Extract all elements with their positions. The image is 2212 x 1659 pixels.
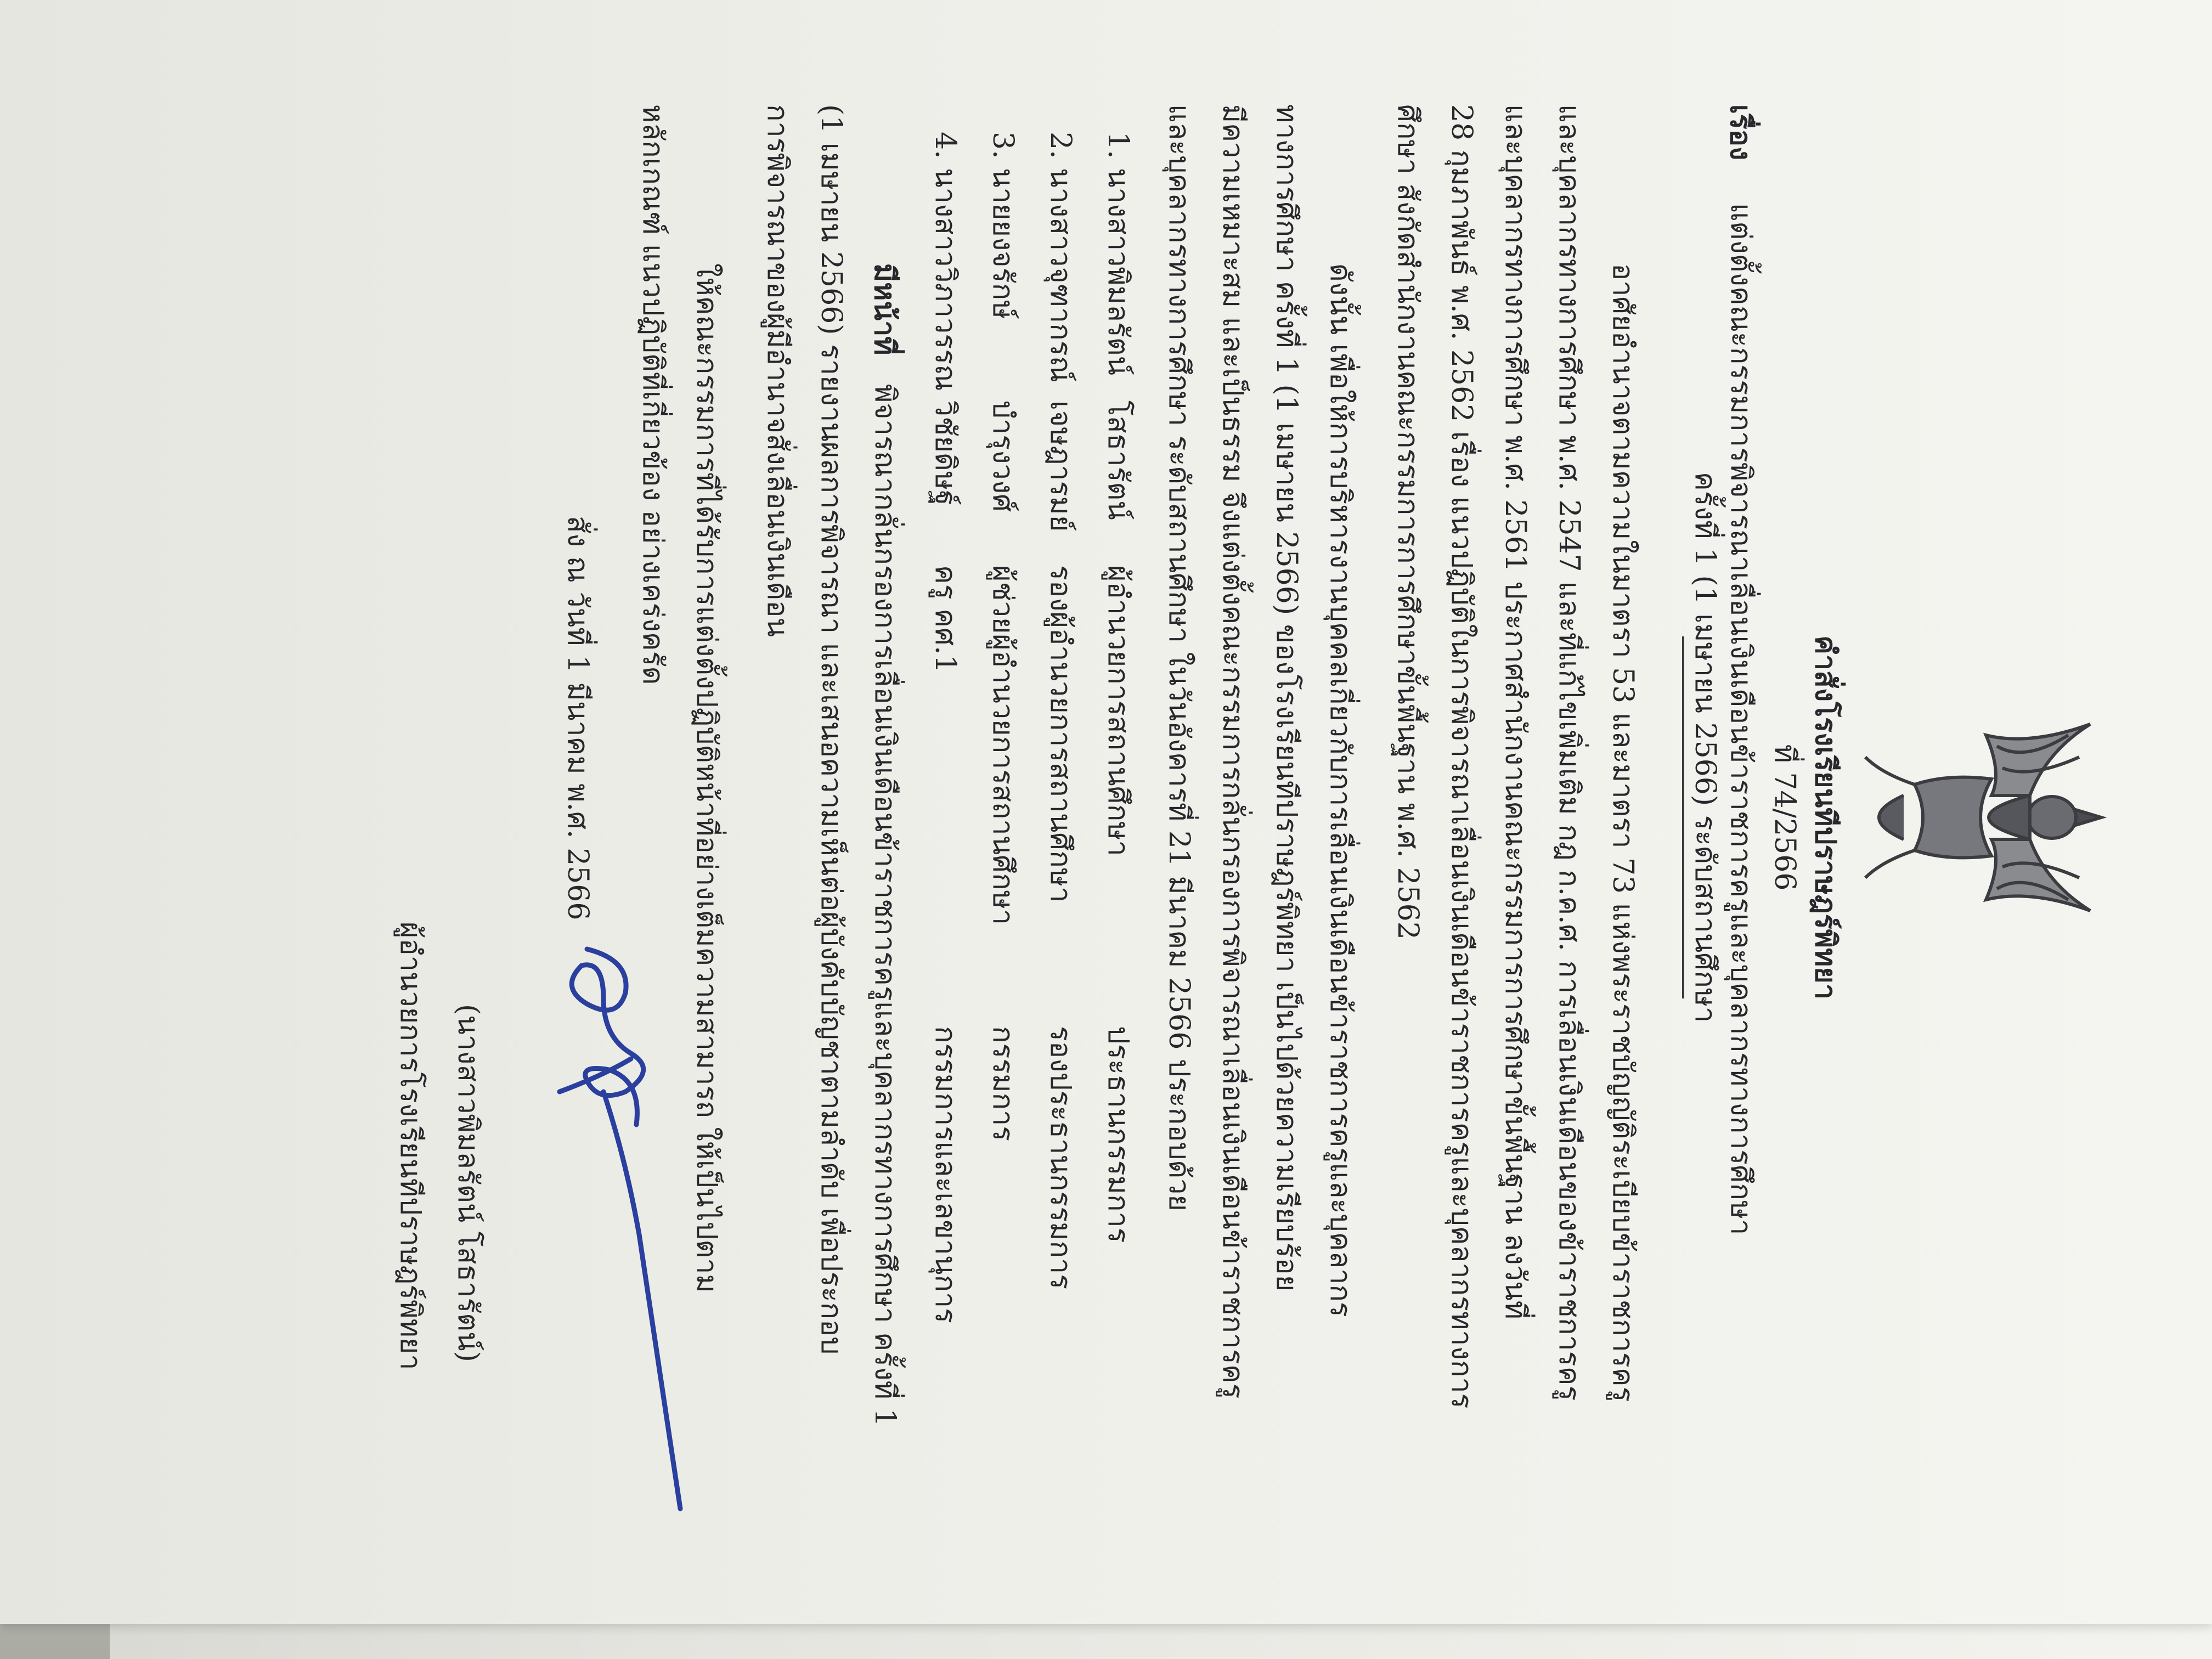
subject-label: เรื่อง	[1724, 104, 1757, 161]
order-number: ที่ 74/2566	[1768, 744, 1801, 891]
rotated-document	[198, 22, 2118, 1613]
paragraph-4-line-1: ให้คณะกรรมการที่ได้รับการแต่งตั้งปฏิบัติหน้าที่อย่างเต็มความสามารถ ให้เป็นไปตาม	[690, 263, 723, 1293]
paragraph-1-line-3: และบุคลากรทางการศึกษา พ.ศ. 2561 ประกาศสำนักงานคณะกรรมการการศึกษาขั้นพื้นฐาน ลงวันที่	[1499, 104, 1532, 1319]
member-1-role: ประธานกรรมการ	[1102, 1026, 1135, 1243]
member-3-position: ผู้ช่วยผู้อำนวยการสถานศึกษา	[986, 565, 1019, 926]
divider-line	[1682, 636, 1684, 998]
paragraph-1-line-1: อาศัยอำนาจตามความในมาตรา 53 และมาตรา 73 แห่งพระราชบัญญัติระเบียบข้าราชการครู	[1606, 263, 1639, 1402]
order-title: คำสั่งโรงเรียนทีปราษฎร์พิทยา	[1809, 635, 1842, 1000]
paragraph-2-line-3: มีความเหมาะสม และเป็นธรรม จึงแต่งตั้งคณะกรรมการกลั่นกรองการพิจารณาเลื่อนเงินเดือนข้าราชการครู	[1216, 104, 1249, 1399]
subject-line-2: ครั้งที่ 1 (1 เมษายน 2566) ระดับสถานศึกษา	[1689, 472, 1722, 1023]
member-2-name: 2. นางสาวจุฑากรณ์	[1044, 132, 1077, 382]
member-2-position: รองผู้อำนวยการสถานศึกษา	[1044, 565, 1077, 903]
paragraph-2-line-4: และบุคลากรทางการศึกษา ระดับสถานศึกษา ในวันอังคารที่ 21 มีนาคม 2566 ประกอบด้วย	[1163, 104, 1195, 1211]
member-2-surname: เจษฎารมย์	[1044, 400, 1077, 532]
member-4-name: 4. นางสาววิภาวรรณ	[929, 132, 962, 391]
member-3-role: กรรมการ	[986, 1026, 1019, 1142]
paragraph-4-line-2: หลักเกณฑ์ แนวปฏิบัติที่เกี่ยวข้อง อย่างเคร่งครัด	[636, 104, 669, 685]
paragraph-3-line-2: (1 เมษายน 2566) รายงานผลการพิจารณา และเสนอความเห็นต่อผู้บังคับบัญชาตามลำดับ เพื่อประกอบ	[815, 104, 848, 1355]
signer-title: ผู้อำนวยการโรงเรียนทีปราษฎร์พิทยา	[394, 922, 427, 1370]
order-date: สั่ง ณ วันที่ 1 มีนาคม พ.ศ. 2566	[561, 516, 594, 921]
member-4-role: กรรมการและเลขานุการ	[929, 1026, 962, 1324]
paragraph-3-line-1: พิจารณากลั่นกรองการเลื่อนเงินเดือนข้าราชการครูและบุคลากรทางการศึกษา ครั้งที่ 1	[868, 384, 901, 1427]
paragraph-2-line-1: ดังนั้น เพื่อให้การบริหารงานบุคคลเกี่ยวกับการเลื่อนเงินเดือนข้าราชการครูและบุคลากร	[1324, 263, 1357, 1317]
paragraph-1-line-4: 28 กุมภาพันธ์ พ.ศ. 2562 เรื่อง แนวปฏิบัติในการพิจารณาเลื่อนเงินเดือนข้าราชการครูและบุคลากรทางการ	[1445, 104, 1478, 1409]
member-3-surname: บำรุงวงศ์	[986, 400, 1019, 512]
paragraph-1-line-5: ศึกษา สังกัดสำนักงานคณะกรรมการการศึกษาขั้นพื้นฐาน พ.ศ. 2562	[1391, 104, 1424, 940]
duty-label: มีหน้าที่	[868, 263, 901, 356]
member-3-name: 3. นายยงจรักษ์	[986, 132, 1019, 319]
member-4-position: ครู คศ.1	[929, 565, 962, 673]
paragraph-1-line-2: และบุคลากรทางการศึกษา พ.ศ. 2547 และที่แก้ไขเพิ่มเติม กฎ ก.ค.ศ. การเลื่อนเงินเดือนของข้าราชการครู	[1553, 104, 1585, 1401]
member-1-name: 1. นางสาวพิมลรัตน์	[1102, 132, 1135, 376]
member-2-role: รองประธานกรรมการ	[1044, 1026, 1077, 1290]
subject-line-1: แต่งตั้งคณะกรรมการพิจารณาเลื่อนเงินเดือนข้าราชการครูและบุคลากรทางการศึกษา	[1724, 203, 1757, 1235]
handwritten-signature	[538, 927, 768, 1531]
paragraph-2-line-2: ทางการศึกษา ครั้งที่ 1 (1 เมษายน 2566) ของโรงเรียนทีปราษฎร์พิทยา เป็นไปด้วยความเรียบร้อย	[1270, 104, 1303, 1292]
member-4-surname: วิชัยดิษฐ์	[929, 400, 962, 506]
garuda-emblem-icon	[1854, 713, 2112, 922]
member-1-position: ผู้อำนวยการสถานศึกษา	[1102, 565, 1135, 856]
member-1-surname: โสธารัตน์	[1102, 400, 1135, 520]
signer-name: (นางสาวพิมลรัตน์ โสธารัตน์)	[452, 1004, 484, 1362]
paragraph-3-line-3: การพิจารณาของผู้มีอำนาจสั่งเลื่อนเงินเดือน	[761, 104, 794, 637]
